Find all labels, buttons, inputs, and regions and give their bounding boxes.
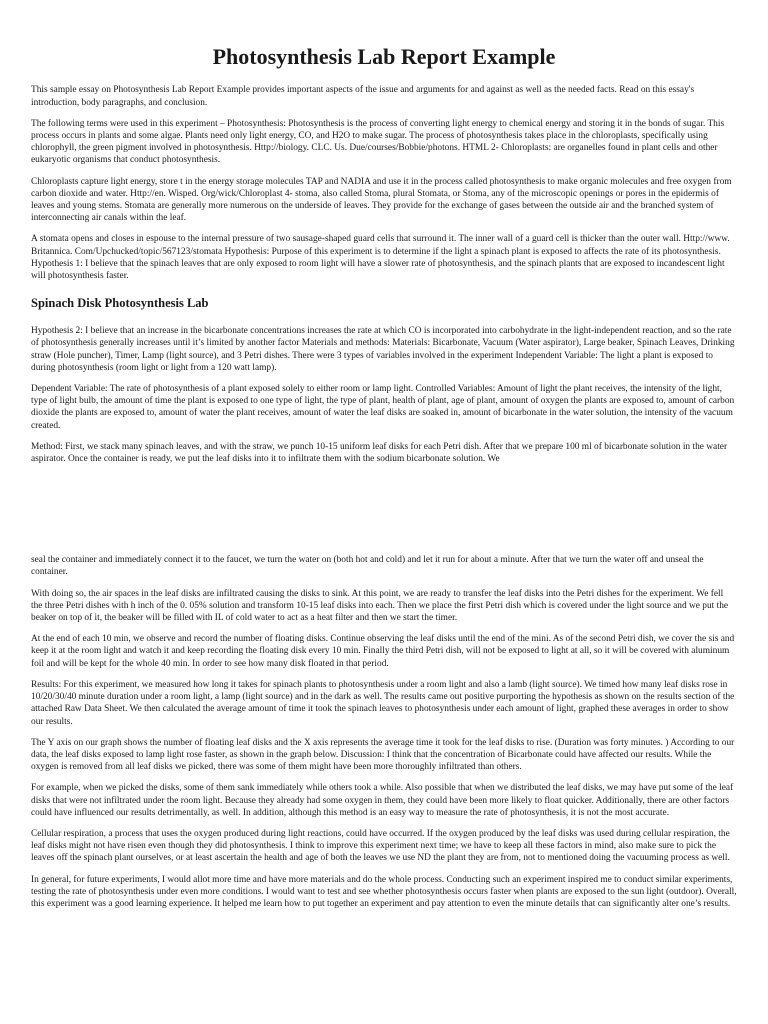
document-title: Photosynthesis Lab Report Example: [212, 44, 556, 69]
body-paragraph: With doing so, the air spaces in the leaf disks are infiltrated causing the disks to sink. At this point, we are ready to transfer the leaf disks into the Petri dishes for the experiment. We fell the three Petri dishes with h inch of the 0. 05% solution and transform 10-15 leaf disks into each. Then we place the first Petri dish which is covered under the light source and we put the beaker on top of it, the beaker will be filled with IL of cold water to act as a heat filter and then we start the timer.: [31, 588, 729, 624]
body-paragraph: In general, for future experiments, I would allot more time and have more materials and do the whole process. Conducting such an experiment inspired me to conduct similar experiments, testing the rate of photosynthesis under even more conditions. I would want to test and see whether photosynthesis occurs faster when plants are exposed to the sun light (outdoor). Overall, this experiment was a good learning experience. It helped me learn how to put together an experiment and pay attention to even the minute details that can significantly alter one’s results.: [31, 874, 737, 909]
section-heading: Spinach Disk Photosynthesis Lab: [31, 296, 209, 311]
document-content: [31, 0, 737, 919]
body-paragraph: Hypothesis 2: I believe that an increase in the bicarbonate concentrations increases the rate at which CO is incorporated into carbohydrate in the light-independent reaction, and so the rate of photosynthesis generally increases until it’s limited by another factor Materials and methods: Materials: Bicarbonate, Vacuum (Water aspirator), Large beaker, Spinach Leaves, Drinking straw (Hole puncher), Timer, Lamp (light source), and 3 Petri dishes. There were 3 types of variables involved in the experiment Independent Variable: The light a plant is exposed to during photosynthesis (room light or light from a 120 watt lamp).: [31, 326, 735, 373]
body-paragraph: The following terms were used in this experiment – Photosynthesis: Photosynthesis is the process of converting light energy to chemical energy and storing it in the bonds of sugar. This process occurs in plants and some algae. Plants need only light energy, CO, and H2O to make sugar. The process of photosynthesis takes place in the chloroplasts, specifically using chlorophyll, the green pigment involved in photosynthesis. Http://biology. CLC. Us. Due/courses/Bobbie/photons. HTML 2- Chloroplasts: are organelles found in plant cells and other eukaryotic organisms that conduct photosynthesis.: [31, 118, 725, 166]
page-break-gap: [31, 474, 737, 554]
body-paragraph: seal the container and immediately connect it to the faucet, we turn the water on (both hot and cold) and let it run for about a minute. After that we turn the water off and unseal the container.: [31, 555, 704, 578]
body-paragraph: A stomata opens and closes in espouse to the internal pressure of two sausage-shaped guard cells that surround it. The inner wall of a guard cell is thicker than the outer wall. Http://www. Britannica. Com/Upchucked/topic/567123/stomata Hypothesis: Purpose of this experiment is to determine if the light a spinach plant is exposed to affects the rate of its photosynthesis. Hypothesis 1: I believe that the spinach leaves that are only exposed to room light will have a slower rate of photosynthesis, and the spinach plants that are exposed to incandescent light will photosynthesis faster.: [31, 234, 730, 282]
body-paragraph: Results: For this experiment, we measured how long it takes for spinach plants to photosynthesis under a room light and also a lamb (light source). We timed how many leaf disks rose in 10/20/30/40 minute duration under a room light, a lamp (light source) and in the dark as well. The results came out positive purporting the hypothesis as shown on the results section of the attached Raw Data Sheet. We then calculated the average amount of time it took the spinach leaves to photosynthesis under each amount of light, graphed these averages in order to show our results.: [31, 679, 735, 727]
body-paragraph: For example, when we picked the disks, some of them sank immediately while others took a while. Also possible that when we distributed the leaf disks, we may have put some of the leaf disks that were not infiltrated under the room light. Because they already had some oxygen in them, they could have been more likely to float quicker. Additionally, there are other factors could have influenced our results detrimentally, as well. In addition, although this method is an easy way to measure the rate of photosynthesis, it is not the most accurate.: [31, 783, 734, 818]
body-paragraph: Method: First, we stack many spinach leaves, and with the straw, we punch 10-15 uniform leaf disks for each Petri dish. After that we prepare 100 ml of bicarbonate solution in the water aspirator. Once the container is ready, we put the leaf disks into it to infiltrate them with the sodium bicarbonate solution. We: [31, 441, 728, 465]
body-paragraph: At the end of each 10 min, we observe and record the number of floating disks. Continue observing the leaf disks until the end of the mini. As of the second Petri dish, we cover the sis and keep it at the room light and watch it and keep recording the floating disk every 10 min. Finally the third Petri dish, will not be exposed to light at all, so it will be covered with aluminum foil and will be kept for the whole 40 min. In order to see how many disk floated in that period.: [31, 634, 735, 669]
body-paragraph: Chloroplasts capture light energy, store t in the energy storage molecules TAP and NADIA and use it in the process called photosynthesis to make organic molecules and free oxygen from carbon dioxide and water. Http://en. Wisped. Org/wick/Chloroplast 4- stoma, also called Stoma, plural Stomata, or Stoma, any of the microscopic openings or pores in the epidermis of leaves and young stems. Stomata are generally more numerous on the underside of leaves. They provide for the exchange of gases between the outside air and the branched system of interconnecting air canals within the leaf.: [31, 176, 732, 224]
body-paragraph: The Y axis on our graph shows the number of floating leaf disks and the X axis represents the average time it took for the leaf disks to rise. (Duration was forty minutes. ) According to our data, the leaf disks exposed to lamp light rose faster, as shown in the graph below. Discussion: I think that the concentration of Bicarbonate could have affected our results. While the oxygen is removed from all leaf disks we picked, there was some of them might have been more thoroughly infiltrated than others.: [31, 737, 735, 773]
body-paragraph: Dependent Variable: The rate of photosynthesis of a plant exposed solely to either room or lamp light. Controlled Variables: Amount of light the plant receives, the intensity of the light, type of light bulb, the amount of time the plant is exposed to one type of light, the type of plant, health of plant, age of plant, amount of oxygen the plants are exposed to, amount of carbon dioxide the plants are exposed to, amount of water the plant receives, amount of water the leaf disks are soaked in, amount of bicarbonate in the water solution, the intensity of the vacuum created.: [31, 384, 735, 431]
body-paragraph: Cellular respiration, a process that uses the oxygen produced during light reactions, could have occurred. If the oxygen produced by the leaf disks was used during cellular respiration, the leaf disks might not have risen even though they did photosynthesis. I think to improve this experiment next time; we have to keep all these factors in mind, also make sure to pick the leaves off the spinach plant ourselves, or at least ascertain the health and age of both the leaves we use ND the plant they are from, not to mentioned doing the vacuuming process as well.: [31, 828, 730, 864]
intro-paragraph: This sample essay on Photosynthesis Lab Report Example provides important aspects of the issue and arguments for and against as well as the needed facts. Read on this essay's introduction, body paragraphs, and conclusion.: [31, 85, 695, 108]
